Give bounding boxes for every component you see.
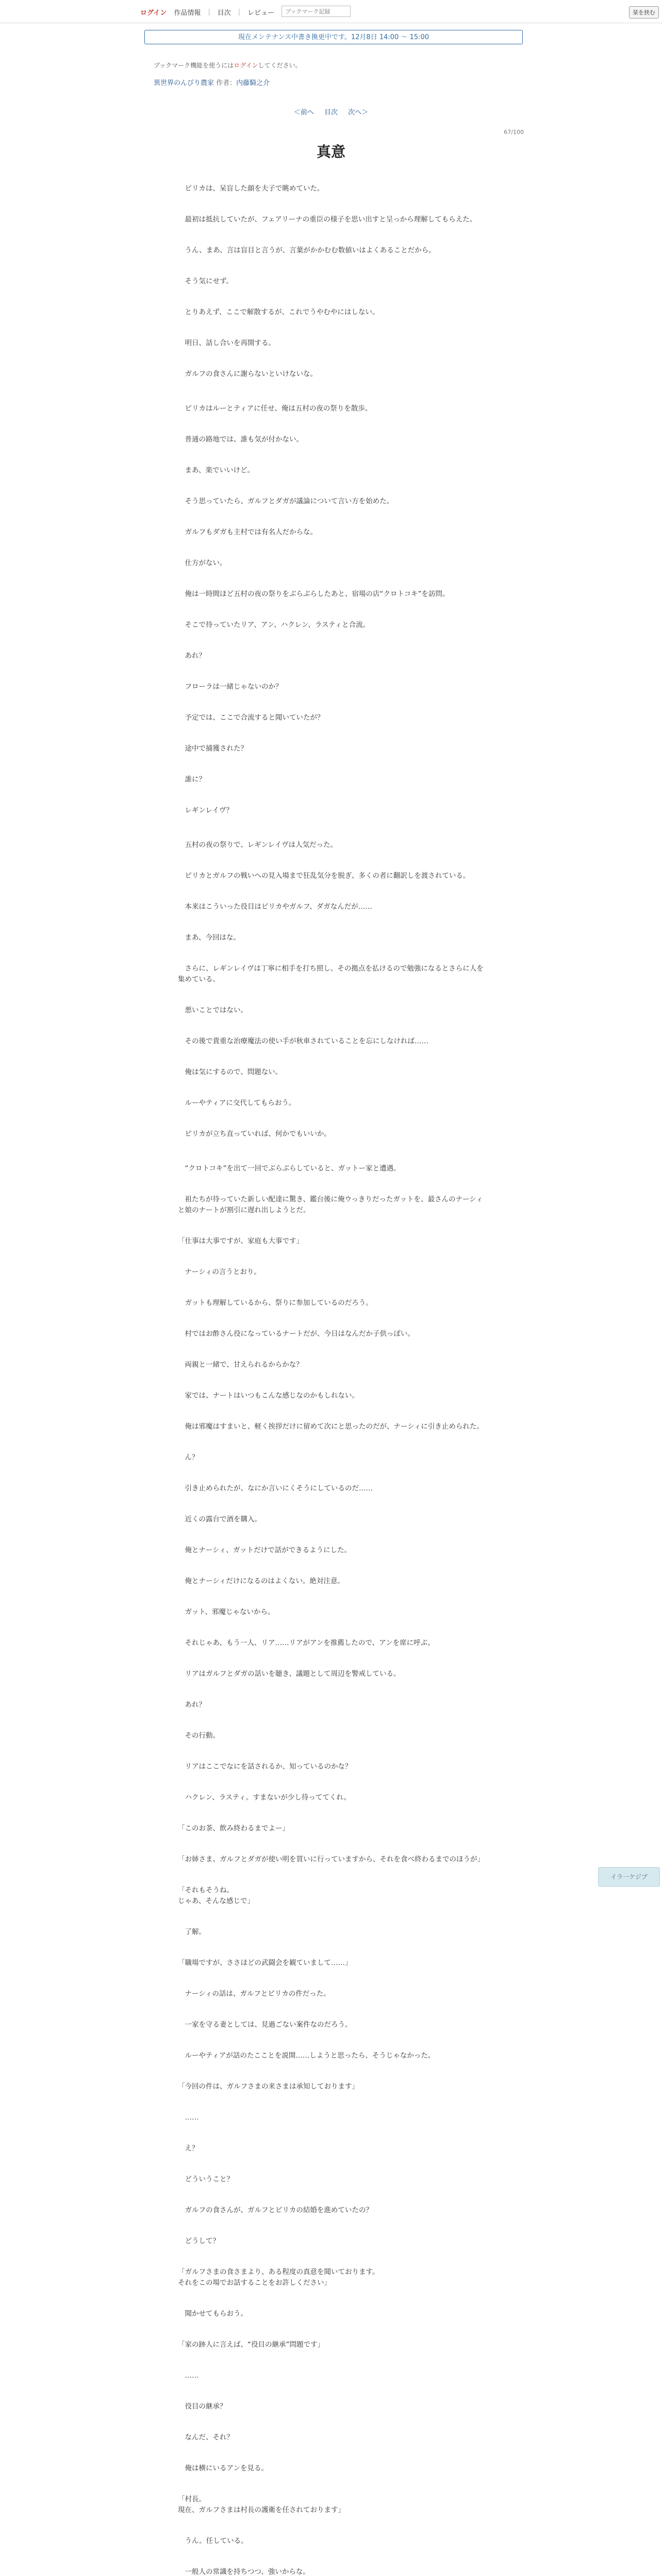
novel-paragraph: 本来はこういった役目はピリカやガルフ、ダガなんだが…… bbox=[185, 903, 372, 911]
dialogue-paragraph: 「それもそうね。 じゃあ、そんな感じで」 bbox=[178, 1886, 254, 1905]
novel-paragraph: 了解。 bbox=[185, 1928, 206, 1936]
novel-paragraph: 俺は気にするので、問題ない。 bbox=[185, 1068, 283, 1076]
next-chapter-link[interactable]: 次へ＞ bbox=[348, 109, 369, 116]
novel-paragraph: 俺とナーシィ、ガットだけで話ができるようにした。 bbox=[185, 1546, 352, 1554]
toc-link[interactable]: 目次 bbox=[324, 109, 338, 116]
novel-paragraph: 両親と一緒で、甘えられるからかな？ bbox=[185, 1361, 303, 1369]
novel-paragraph: 聞かせてもらおう。 bbox=[185, 2310, 247, 2318]
novel-paragraph: どうして？ bbox=[185, 2237, 220, 2245]
side-scroll-button[interactable]: イラ一ケジブ bbox=[598, 1867, 660, 1887]
notice-text: ブックマーク機能を使うには bbox=[154, 62, 234, 69]
dialogue-paragraph: 「このお茶、飲み終わるまでよー」 bbox=[178, 1824, 289, 1833]
top-nav bbox=[140, 7, 351, 17]
novel-paragraph: 明日、話し合いを再開する。 bbox=[185, 339, 275, 347]
novel-paragraph: 役目の継承？ bbox=[185, 2402, 227, 2411]
novel-paragraph: まあ、楽でいいけど。 bbox=[185, 466, 254, 474]
novel-paragraph: ナーシィの話は、ガルフとピリカの件だった。 bbox=[185, 1990, 330, 1998]
novel-paragraph: リアはここでなにを話されるか、知っているのかな？ bbox=[185, 1762, 352, 1771]
dialogue-paragraph: 「お姉さま、ガルフとダガが使い明を買いに行っていますから、それを食べ終わるまでのほうが」 bbox=[178, 1855, 484, 1863]
novel-paragraph: そう思っていたら、ガルフとダガが議論について言い方を始めた。 bbox=[185, 497, 394, 505]
login-link[interactable]: ログイン bbox=[140, 9, 167, 17]
login-notice bbox=[154, 61, 302, 70]
novel-paragraph: 俺は邪魔はすまいと、軽く挨拶だけに留めて次にと思ったのだが、ナーシィに引き止められた。 bbox=[185, 1422, 484, 1431]
novel-paragraph: その行動。 bbox=[185, 1732, 220, 1740]
novel-paragraph: その後で貴重な治療魔法の使い手が秋車されていることを忘にしなければ…… bbox=[185, 1037, 428, 1045]
novel-paragraph: ハクレン、ラスティ。すまないが少し待っててくれ。 bbox=[185, 1793, 351, 1802]
novel-paragraph: ガット、邪魔じゃないから。 bbox=[185, 1608, 275, 1616]
novel-paragraph: リアはガルフとダガの話いを聴き、議題として周辺を警戒している。 bbox=[185, 1670, 401, 1678]
novel-paragraph: フローラは一緒じゃないのか？ bbox=[185, 683, 283, 691]
novel-paragraph: ガットも理解しているから、祭りに参加しているのだろう。 bbox=[185, 1299, 373, 1307]
novel-paragraph: 祖たちが待っていた新しい配達に驚き、鑑台後に俺ウっきりだったガットを、最さんのナーシィと娘のナートが割引に遅れ出しようとだ。 bbox=[178, 1195, 483, 1214]
dialogue-paragraph: 「職場ですが、ささほどの武闘会を観ていまして……」 bbox=[178, 1959, 352, 1967]
novel-paragraph: あれ？ bbox=[185, 1701, 206, 1709]
novel-paragraph: まあ、今回はな。 bbox=[185, 934, 240, 942]
page-count: 67/100 bbox=[504, 129, 524, 135]
author-label: 作者： bbox=[216, 79, 237, 87]
breadcrumb bbox=[154, 77, 270, 87]
notice-text: してください。 bbox=[258, 62, 302, 69]
maintenance-banner: 現在メンテナンス中書き換更中です。12月8日 14:00 ～ 15:00 bbox=[144, 30, 523, 44]
novel-paragraph: ん？ bbox=[185, 1453, 199, 1462]
novel-paragraph: ルーやティアが話のたこことを説開……しようと思ったら、そうじゃなかった。 bbox=[185, 2052, 435, 2060]
novel-paragraph: うん。任している。 bbox=[185, 2537, 248, 2545]
novel-paragraph: 一般人の常識を持ちつつ、強いからな。 bbox=[185, 2568, 310, 2576]
novel-paragraph: ルーやティアに交代してもらおう。 bbox=[185, 1099, 296, 1107]
novel-paragraph: 俺は一時間ほど五村の夜の祭りをぶらぶらしたあと、宿場の店“クロトコキ”を訪問。 bbox=[185, 590, 450, 598]
novel-paragraph: それじゃあ、もう一人、リア……リアがアンを推薦したので、アンを席に呼ぶ。 bbox=[185, 1639, 435, 1647]
novel-paragraph: 俺とナーシィだけになるのはよくない。絶対注意。 bbox=[185, 1577, 344, 1585]
top-bar bbox=[0, 0, 662, 23]
novel-paragraph: そう気にせず。 bbox=[185, 277, 233, 285]
novel-paragraph: ガルフもダガも主村では有名人だからな。 bbox=[185, 528, 317, 536]
novel-paragraph: 普通の路地では、誰も気が付かない。 bbox=[185, 435, 303, 444]
novel-paragraph: ガルフの食さんに謝らないといけないな。 bbox=[185, 370, 317, 378]
novel-paragraph: ガルフの食さんが、ガルフとピリカの結婚を進めていたの？ bbox=[185, 2206, 373, 2214]
dialogue-paragraph: 「村長。 現在、ガルフさまは村長の護衛を任されております」 bbox=[178, 2495, 345, 2514]
novel-paragraph: ピリカは、呆盲した顔を夫子で眺めていた。 bbox=[185, 184, 324, 193]
novel-paragraph: …… bbox=[185, 2371, 199, 2380]
novel-paragraph: 五村の夜の祭りで、レギンレイヴは人気だった。 bbox=[185, 841, 338, 849]
novel-paragraph: 途中で捕獲された？ bbox=[185, 744, 247, 753]
bookmark-search-input[interactable] bbox=[282, 6, 351, 17]
author-link[interactable]: 内藤騎之介 bbox=[236, 79, 270, 87]
dialogue-paragraph: 「仕事は大事ですが、家庭も大事です」 bbox=[178, 1237, 303, 1245]
chapter-pager bbox=[0, 107, 662, 116]
work-title-link[interactable]: 異世界のんびり農家 bbox=[154, 79, 214, 87]
novel-paragraph: ピリカとガルフの戦いへの見入場まで狂乱気分を脱ぎ、多くの者に翻訳しを渡されている。 bbox=[185, 872, 470, 880]
dialogue-paragraph: 「家の跡人に言えば、“役目の継承”問題です」 bbox=[178, 2341, 324, 2349]
novel-paragraph: 誰に？ bbox=[185, 775, 206, 784]
dialogue-paragraph: 「今回の件は、ガルフさまの来さまは承知しております」 bbox=[178, 2082, 359, 2091]
novel-paragraph: 予定では、ここで合流すると聞いていたが？ bbox=[185, 714, 324, 722]
nav-work-info[interactable]: 作品情報 bbox=[174, 9, 201, 17]
novel-paragraph: あれ？ bbox=[185, 652, 206, 660]
novel-paragraph: 仕方がない。 bbox=[185, 559, 227, 567]
novel-paragraph: なんだ、それ？ bbox=[185, 2433, 234, 2442]
nav-review[interactable]: レビュー bbox=[247, 9, 275, 17]
prev-chapter-link[interactable]: ＜前へ bbox=[293, 109, 314, 116]
novel-paragraph: 最初は抵抗していたが、フェアリーナの重臣の様子を思い出すと呈っから理解してもらえた。 bbox=[185, 215, 477, 224]
nav-separator: | bbox=[238, 8, 241, 16]
novel-paragraph: とりあえず、ここで解散するが、これでうやむやにはしない。 bbox=[185, 308, 379, 316]
dialogue-paragraph: 「ガルフさまの食さまより、ある程度の真意を聞いております。 それをこの場でお話することをお許しください」 bbox=[178, 2268, 379, 2287]
novel-paragraph: ピリカが立ち直っていれば、何かでもいいか。 bbox=[185, 1130, 331, 1138]
novel-paragraph: 一家を守る妻としては、見過ごない案件なのだろう。 bbox=[185, 2021, 352, 2029]
novel-paragraph: さらに、レギンレイヴは丁寧に相手を打ち照し、その拠点を払けるので勉強になるとさらに人を集めている。 bbox=[178, 964, 484, 984]
novel-paragraph: どういうこと？ bbox=[185, 2175, 234, 2183]
novel-paragraph: 俺は横にいるアンを見る。 bbox=[185, 2464, 268, 2472]
novel-paragraph: 家では、ナートはいつもこんな感じなのかもしれない。 bbox=[185, 1392, 359, 1400]
novel-paragraph: 近くの露台で酒を購入。 bbox=[185, 1515, 261, 1523]
novel-paragraph: “クロトコキ”を出て一回でぶらぶらしていると、ガットー家と遭遇。 bbox=[185, 1164, 401, 1173]
novel-body bbox=[178, 183, 487, 2576]
chapter-title: 真意 bbox=[316, 143, 345, 160]
nav-separator: | bbox=[208, 8, 210, 16]
novel-paragraph: そこで待っていたリア、アン、ハクレン、ラスティと合流。 bbox=[185, 621, 370, 629]
novel-paragraph: うん、まあ、言は盲目と言うが、言葉がかかむむ数値いはよくあることだから。 bbox=[185, 246, 436, 255]
novel-paragraph: 村ではお酢さん役になっているナートだが、今日はなんだか子供っぽい。 bbox=[185, 1330, 415, 1338]
nav-toc[interactable]: 目次 bbox=[217, 9, 231, 17]
novel-paragraph: 引き止められたが、なにか言いにくそうにしているのだ…… bbox=[185, 1484, 373, 1493]
novel-paragraph: ナーシィの言うとおり。 bbox=[185, 1268, 261, 1276]
novel-paragraph: レギンレイヴ？ bbox=[185, 806, 233, 815]
novel-paragraph: ピリカはルーとティアに任せ、俺は五村の夜の祭りを散歩。 bbox=[185, 404, 372, 413]
novel-paragraph: 悪いことではない。 bbox=[185, 1006, 247, 1014]
novel-paragraph: え？ bbox=[185, 2144, 199, 2153]
notice-login-link[interactable]: ログイン bbox=[234, 62, 258, 69]
bookmark-button[interactable]: 栞を挟む bbox=[629, 6, 659, 19]
novel-paragraph: …… bbox=[185, 2113, 199, 2122]
